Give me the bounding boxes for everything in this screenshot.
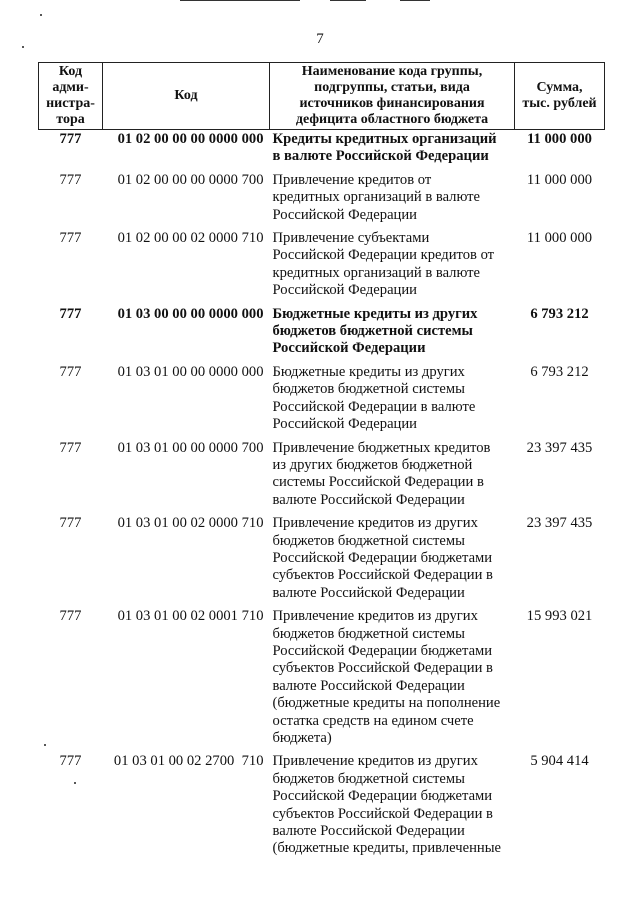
name-line: Привлечение бюджетных кредитов (272, 439, 491, 456)
header-name (270, 63, 515, 130)
source-name-cell (270, 130, 515, 172)
name-line: субъектов Российской Федерации в (272, 660, 493, 677)
name-line: субъектов Российской Федерации в (272, 567, 493, 584)
name-line: субъектов Российской Федерации в (272, 805, 493, 822)
budget-code-cell: 01 03 01 00 00 0000 000 (117, 363, 264, 380)
top-border-line (180, 0, 300, 1)
admin-code-cell: 777 (59, 363, 82, 380)
name-line: бюджетов бюджетной системы (272, 770, 465, 787)
admin-code-cell: 777 (59, 439, 82, 456)
sum-cell: 6 793 212 (530, 363, 589, 380)
sum-cell: 23 397 435 (526, 515, 593, 532)
source-name-cell (270, 515, 515, 608)
name-line: Российской Федерации бюджетами (272, 788, 493, 805)
budget-code-cell: 01 03 01 00 02 0000 710 (117, 515, 264, 532)
name-line: Привлечение кредитов из других (272, 608, 478, 625)
budget-code-cell: 01 03 00 00 00 0000 000 (117, 305, 264, 322)
table-row (39, 440, 605, 516)
budget-code-cell: 01 02 00 00 00 0000 000 (117, 131, 264, 147)
name-line: из других бюджетов бюджетной (272, 456, 473, 473)
header-line: Наименование кода группы, (301, 64, 483, 79)
source-name-cell (270, 364, 515, 440)
name-line: (бюджетные кредиты на пополнение (272, 695, 501, 712)
header-line: адми- (52, 80, 89, 95)
name-line: бюджетов бюджетной системы (272, 625, 465, 642)
name-line: Российской Федерации бюджетами (272, 549, 493, 566)
table-row (39, 306, 605, 364)
admin-code-cell: 777 (59, 305, 82, 322)
name-line: валюте Российской Федерации (272, 823, 465, 840)
top-border-line (400, 0, 430, 1)
name-line: бюджетов бюджетной системы (272, 381, 465, 398)
admin-code-cell: 777 (59, 515, 82, 532)
header-sum (515, 63, 605, 130)
sum-cell: 11 000 000 (526, 171, 593, 188)
table-row (39, 172, 605, 230)
header-line: подгруппы, статьи, вида (314, 80, 470, 95)
header-line: тора (56, 112, 85, 127)
sum-cell: 23 397 435 (526, 439, 593, 456)
header-line: источников финансирования (299, 96, 485, 111)
header-line: Код (58, 64, 83, 79)
admin-code-cell: 777 (59, 753, 82, 770)
sum-cell: 11 000 000 (526, 230, 593, 247)
top-border-line (330, 0, 366, 1)
name-line: валюте Российской Федерации (272, 491, 465, 508)
budget-code-cell: 01 03 01 00 00 0000 700 (117, 439, 264, 456)
table-row (39, 608, 605, 753)
sum-cell: 11 000 000 (527, 131, 592, 147)
table-header-row (39, 63, 605, 130)
name-line: кредитных организаций в валюте (272, 189, 481, 206)
header-line: Код (174, 88, 198, 103)
name-line: Российской Федерации (272, 206, 417, 223)
header-line: дефицита областного бюджета (295, 112, 489, 127)
table-body (39, 130, 605, 864)
table-row (39, 753, 605, 863)
name-line: Привлечение кредитов из других (272, 515, 478, 532)
name-line: Российской Федерации кредитов от (272, 247, 495, 264)
name-line: Привлечение субъектами (272, 230, 430, 247)
name-line: Привлечение кредитов из других (272, 753, 478, 770)
budget-code-cell: 01 03 01 00 02 0001 710 (117, 608, 264, 625)
admin-code-cell: 777 (59, 230, 82, 247)
header-line: нистра- (46, 96, 95, 111)
header-admin-code (39, 63, 103, 130)
table-row (39, 130, 605, 172)
admin-code-cell: 777 (59, 131, 82, 147)
name-line: валюте Российской Федерации (272, 677, 465, 694)
sum-cell: 5 904 414 (530, 753, 589, 770)
name-line: Российской Федерации в валюте (272, 398, 476, 415)
table-row (39, 230, 605, 306)
name-line: бюджетов бюджетной системы (272, 323, 473, 340)
table-row (39, 364, 605, 440)
header-line: Сумма, (536, 80, 583, 95)
source-name-cell (270, 440, 515, 516)
source-name-cell (270, 172, 515, 230)
name-line: бюджета) (272, 730, 332, 746)
source-name-cell (270, 306, 515, 364)
budget-code-cell: 01 03 01 00 02 2700 710 (113, 753, 264, 770)
header-line: тыс. рублей (522, 96, 597, 111)
name-line: в валюте Российской Федерации (272, 148, 489, 165)
source-name-cell (270, 608, 515, 753)
name-line: Бюджетные кредиты из других (272, 305, 478, 322)
name-line: Российской Федерации (272, 416, 417, 433)
name-line: Бюджетные кредиты из других (272, 363, 465, 380)
name-line: Российской Федерации (272, 282, 417, 299)
name-line: Кредиты кредитных организаций (272, 131, 497, 147)
admin-code-cell: 777 (59, 171, 82, 188)
scan-speck (40, 14, 42, 16)
name-line: остатка средств на едином счете (272, 712, 474, 729)
name-line: Российской Федерации (272, 340, 426, 357)
name-line: бюджетов бюджетной системы (272, 532, 465, 549)
source-name-cell (270, 753, 515, 863)
source-name-cell (270, 230, 515, 306)
sum-cell: 15 993 021 (526, 608, 593, 625)
budget-code-cell: 01 02 00 00 00 0000 700 (117, 171, 264, 188)
sum-cell: 6 793 212 (530, 305, 589, 322)
name-line: Привлечение кредитов от (272, 171, 432, 188)
budget-sources-table (38, 62, 605, 864)
name-line: (бюджетные кредиты, привлеченные (272, 840, 501, 857)
header-code (103, 63, 270, 130)
name-line: валюте Российской Федерации (272, 584, 465, 601)
table-row (39, 515, 605, 608)
budget-code-cell: 01 02 00 00 02 0000 710 (117, 230, 264, 247)
name-line: Российской Федерации бюджетами (272, 642, 493, 659)
name-line: системы Российской Федерации в (272, 474, 484, 491)
page-number: 7 (316, 31, 324, 47)
admin-code-cell: 777 (59, 608, 82, 625)
name-line: кредитных организаций в валюте (272, 264, 481, 281)
